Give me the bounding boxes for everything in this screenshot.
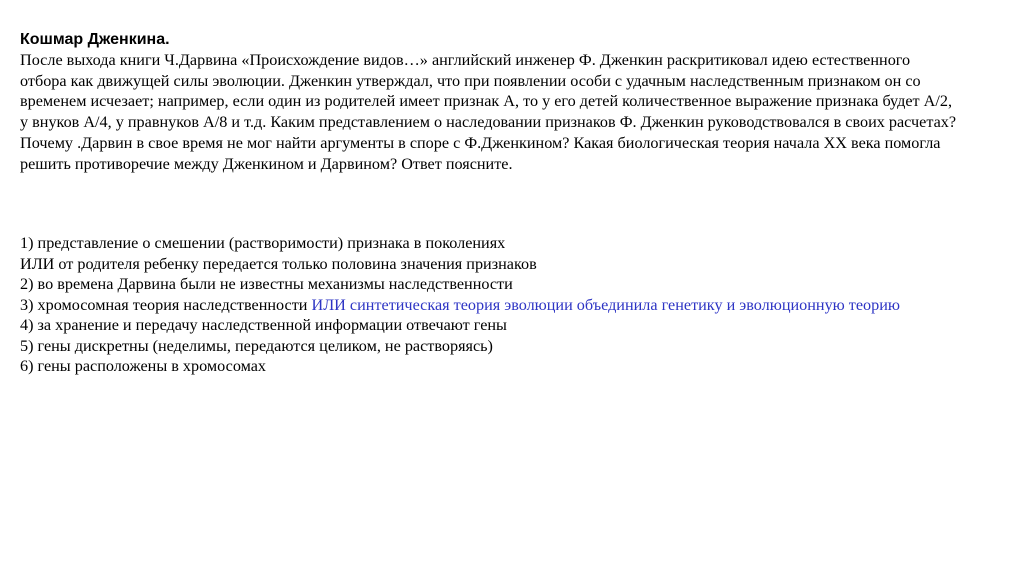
question-line: временем исчезает; например, если один из родителей имеет признак А, то у его детей количественное выражение признака будет А/2, — [20, 92, 953, 111]
answer-item-1-alt: ИЛИ от родителя ребенку передается только половина значения признаков — [20, 254, 537, 273]
answer-item-5: 5) гены дискретны (неделимы, передаются целиком, не растворяясь) — [20, 336, 493, 355]
answer-item-3-alt: ИЛИ синтетическая теория эволюции объединила генетику и эволюционную теорию — [311, 295, 901, 314]
question-block — [20, 30, 1010, 174]
slide-title: Кошмар Дженкина. — [20, 31, 170, 48]
answer-item-3 — [20, 295, 1010, 316]
question-line: Почему .Дарвин в свое время не мог найти аргументы в споре с Ф.Дженкином? Какая биологическая теория начала ХХ века помогла — [20, 133, 941, 152]
question-text — [20, 50, 1010, 174]
question-line: После выхода книги Ч.Дарвина «Происхождение видов…» английский инженер Ф. Дженкин раскритиковал идею естественного — [20, 51, 911, 69]
question-line: у внуков А/4, у правнуков А/8 и т.д. Каким представлением о наследовании признаков Ф. Дженкин руководствовался в своих расчетах? — [20, 113, 957, 132]
answer-item-3-main: 3) хромосомная теория наследственности — [20, 295, 312, 314]
answer-item-1: 1) представление о смешении (растворимости) признака в поколениях — [20, 234, 506, 252]
question-line: решить противоречие между Дженкином и Дарвином? Ответ поясните. — [20, 154, 513, 173]
answer-item-6: 6) гены расположены в хромосомах — [20, 357, 267, 375]
answer-item-2: 2) во времена Дарвина были не известны механизмы наследственности — [20, 275, 513, 293]
answer-item-4: 4) за хранение и передачу наследственной информации отвечают гены — [20, 316, 507, 334]
question-line: отбора как движущей силы эволюции. Дженкин утверждал, что при появлении особи с удачным наследственным признаком он со — [20, 71, 921, 90]
answer-list — [20, 233, 1010, 377]
